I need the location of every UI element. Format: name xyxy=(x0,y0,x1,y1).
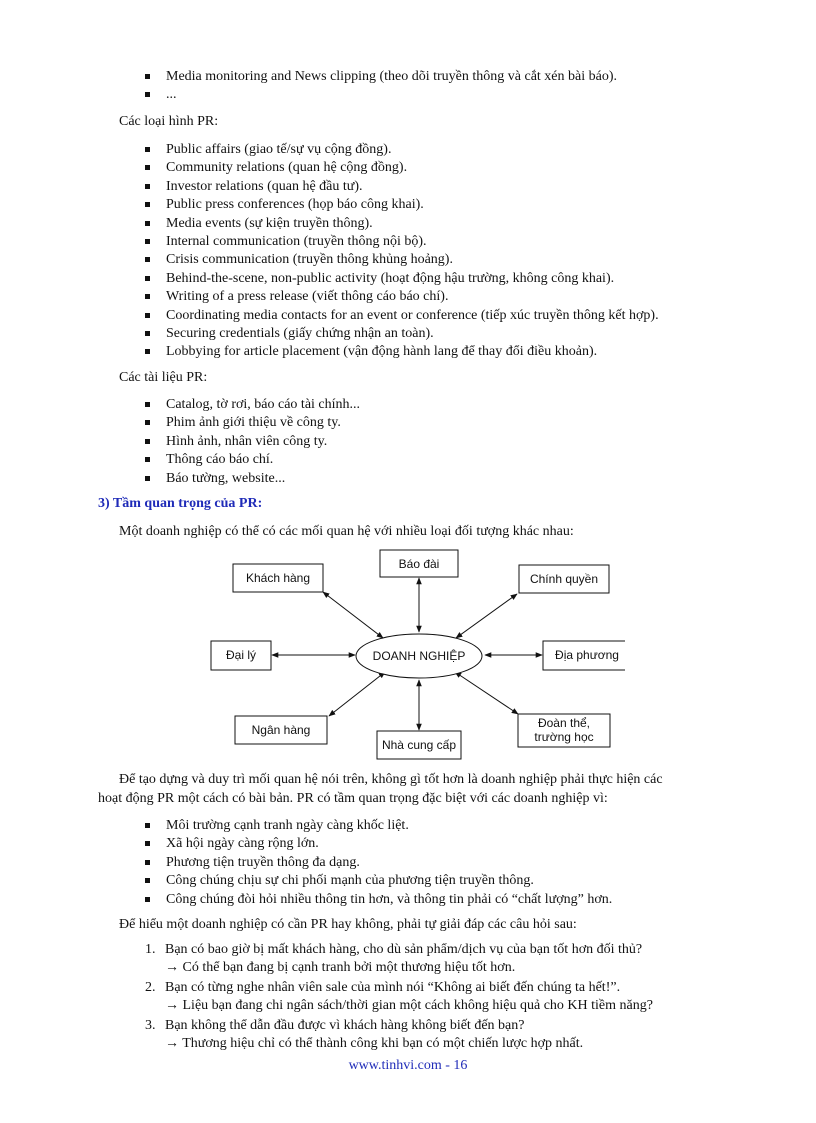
connector-bottom-right xyxy=(455,672,518,714)
questions-intro: Để hiểu một doanh nghiệp có cần PR hay không, phải tự giải đáp các câu hỏi sau: xyxy=(119,917,577,932)
label-top-left: Khách hàng xyxy=(245,571,311,585)
relationship-diagram xyxy=(205,548,625,764)
connector-bottom-left xyxy=(329,672,385,716)
list-item: Catalog, tờ rơi, báo cáo tài chính... xyxy=(145,396,360,414)
list-item: Writing of a press release (viết thông cáo báo chí). xyxy=(145,288,659,306)
center-label: DOANH NGHIỆP xyxy=(372,649,466,663)
label-bottom-left: Ngân hàng xyxy=(251,723,311,737)
list-item: Xã hội ngày càng rộng lớn. xyxy=(145,835,612,853)
label-top: Báo đài xyxy=(398,557,440,571)
label-left: Đại lý xyxy=(225,648,257,662)
list-item: ... xyxy=(145,86,617,104)
label-bottom-right-line2: trường học xyxy=(534,730,594,744)
list-item: Media events (sự kiện truyền thông). xyxy=(145,215,659,233)
list-item: Securing credentials (giấy chứng nhận an toàn). xyxy=(145,325,659,343)
list-item: Behind-the-scene, non-public activity (hoạt động hậu trường, không công khai). xyxy=(145,270,659,288)
question-item xyxy=(145,979,653,1015)
list-item: Coordinating media contacts for an event or conference (tiếp xúc truyền thông kết hợp). xyxy=(145,307,659,325)
list-item: Public press conferences (họp báo công khai). xyxy=(145,196,659,214)
list-item: Công chúng chịu sự chi phối mạnh của phương tiện truyền thông. xyxy=(145,872,612,890)
list-item: Môi trường cạnh tranh ngày càng khốc liệt. xyxy=(145,817,612,835)
label-bottom-right-line1: Đoàn thể, xyxy=(537,716,591,730)
question-answer: → Liệu bạn đang chi ngân sách/thời gian một cách không hiệu quả cho KH tiềm năng? xyxy=(165,998,653,1013)
list-item: Crisis communication (truyền thông khủng hoảng). xyxy=(145,251,659,269)
question-answer: → Có thể bạn đang bị cạnh tranh bởi một thương hiệu tốt hơn. xyxy=(165,960,516,975)
question-text: Bạn không thể dẫn đầu được vì khách hàng không biết đến bạn? xyxy=(165,1018,525,1033)
question-item xyxy=(145,1017,653,1053)
section-heading: 3) Tầm quan trọng của PR: xyxy=(98,496,263,511)
pr-types-heading: Các loại hình PR: xyxy=(119,114,219,129)
connector-top-right xyxy=(456,594,517,638)
list-item: Media monitoring and News clipping (theo dõi truyền thông và cắt xén bài báo). xyxy=(145,68,617,86)
pr-docs-heading: Các tài liệu PR: xyxy=(119,370,208,385)
paragraph-line: hoạt động PR một cách có bài bản. PR có tầm quan trọng đặc biệt với các doanh nghiệp vì: xyxy=(98,791,608,806)
list-item: Community relations (quan hệ cộng đồng). xyxy=(145,159,659,177)
pr-types-list xyxy=(145,141,659,362)
list-item: Public affairs (giao tế/sự vụ cộng đồng). xyxy=(145,141,659,159)
questions-list xyxy=(145,941,653,1055)
label-bottom: Nhà cung cấp xyxy=(381,738,457,752)
reasons-list xyxy=(145,817,612,909)
pr-docs-list xyxy=(145,396,360,488)
question-item xyxy=(145,941,653,977)
question-number: 1. xyxy=(145,942,156,957)
question-number: 2. xyxy=(145,980,156,995)
question-text: Bạn có từng nghe nhân viên sale của mình nói “Không ai biết đến chúng ta hết!”. xyxy=(165,980,621,995)
list-item: Phương tiện truyền thông đa dạng. xyxy=(145,854,612,872)
list-item: Hình ảnh, nhân viên công ty. xyxy=(145,433,360,451)
label-top-right: Chính quyền xyxy=(529,572,599,586)
list-item: Investor relations (quan hệ đầu tư). xyxy=(145,178,659,196)
question-text: Bạn có bao giờ bị mất khách hàng, cho dù sản phẩm/dịch vụ của bạn tốt hơn đối thủ? xyxy=(165,942,643,957)
list-item: Lobbying for article placement (vận động hành lang để thay đổi điều khoản). xyxy=(145,343,659,361)
top-list xyxy=(145,68,617,105)
list-item: Công chúng đòi hỏi nhiều thông tin hơn, và thông tin phải có “chất lượng” hơn. xyxy=(145,891,612,909)
list-item: Thông cáo báo chí. xyxy=(145,451,360,469)
paragraph-line: Để tạo dựng và duy trì mối quan hệ nói trên, không gì tốt hơn là doanh nghiệp phải thực hiện các xyxy=(119,772,663,787)
intro-paragraph: Một doanh nghiệp có thể có các mối quan hệ với nhiều loại đối tượng khác nhau: xyxy=(119,524,574,539)
list-item: Báo tường, website... xyxy=(145,470,360,488)
question-answer: → Thương hiệu chỉ có thể thành công khi bạn có một chiến lược hợp nhất. xyxy=(165,1036,584,1051)
page-footer: www.tinhvi.com - 16 xyxy=(348,1058,468,1073)
list-item: Phim ảnh giới thiệu về công ty. xyxy=(145,414,360,432)
connector-top-left xyxy=(323,592,383,638)
list-item: Internal communication (truyền thông nội bộ). xyxy=(145,233,659,251)
question-number: 3. xyxy=(145,1018,156,1033)
label-right: Địa phương xyxy=(555,648,619,662)
